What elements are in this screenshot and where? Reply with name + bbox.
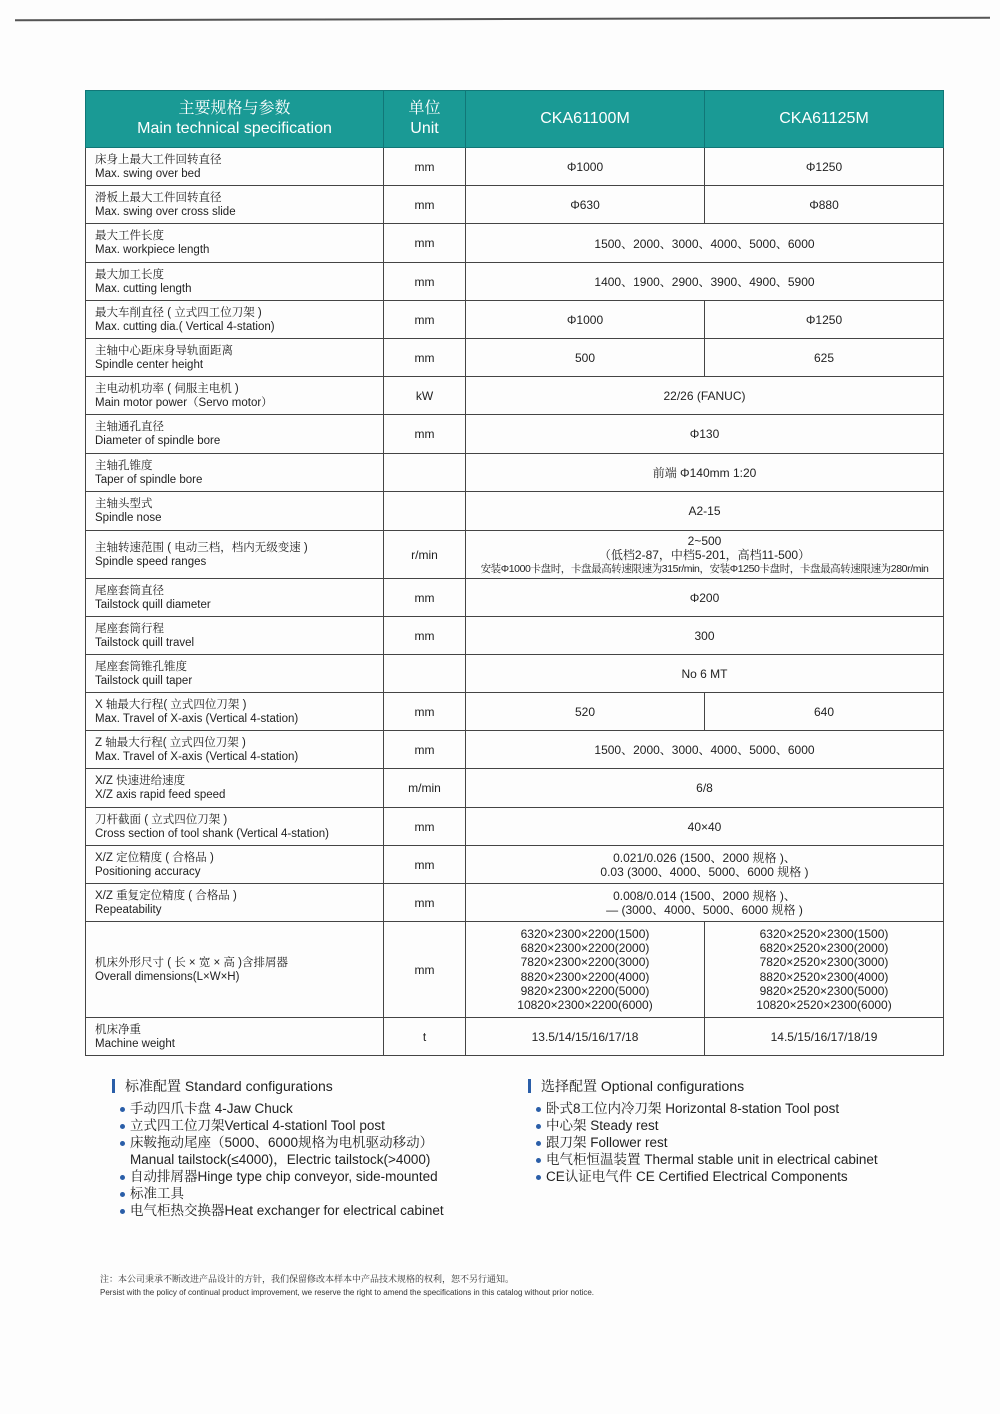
unit-cell: mm <box>384 808 466 846</box>
table-row <box>86 492 944 531</box>
model1-value: Φ1000 <box>466 148 705 186</box>
table-row <box>86 693 944 731</box>
table-row <box>86 339 944 377</box>
model2-value: Φ1250 <box>705 301 944 339</box>
spec-name-cn: 尾座套筒直径 <box>95 584 164 597</box>
shared-value: 1500、2000、3000、4000、5000、6000 <box>466 224 944 263</box>
table-row <box>86 617 944 655</box>
spec-name-cn: 最大车削直径 ( 立式四工位刀架 ) <box>95 306 262 319</box>
spec-name-en: Max. cutting dia.( Vertical 4-station) <box>95 320 275 333</box>
optional-configurations <box>528 1076 878 1185</box>
spec-name-en: Spindle nose <box>95 512 162 524</box>
shared-value <box>466 884 944 922</box>
dimension-line: 9820×2300×2200(5000) <box>520 983 650 998</box>
bullet-icon <box>536 1141 541 1146</box>
table-row <box>86 454 944 492</box>
shared-value: 6/8 <box>466 769 944 808</box>
bullet-icon <box>536 1175 541 1180</box>
config-item <box>112 1151 444 1168</box>
unit-cell: mm <box>384 846 466 884</box>
unit-cell: r/min <box>384 531 466 579</box>
spec-name-en: Diameter of spindle bore <box>95 435 221 447</box>
value-line: 安装Φ1000卡盘时，卡盘最高转速限速为315r/min，安装Φ1250卡盘时，卡盘最高转速限速为280r/min <box>480 562 929 575</box>
unit-cell: mm <box>384 415 466 454</box>
section-bar-icon <box>112 1079 115 1093</box>
shared-value: 1500、2000、3000、4000、5000、6000 <box>466 731 944 769</box>
value-line: 2~500 <box>687 533 722 548</box>
config-item <box>112 1117 444 1134</box>
spec-name-cn: X/Z 重复定位精度 ( 合格品 ) <box>95 889 237 902</box>
shared-value: A2-15 <box>466 492 944 531</box>
value-line: （低档2-87，中档5-201，高档11-500） <box>598 547 811 562</box>
config-item-text: 自动排屑器Hinge type chip conveyor, side-mounted <box>130 1169 438 1184</box>
table-row <box>86 579 944 617</box>
table-row <box>86 884 944 922</box>
spec-name-en: Main motor power（Servo motor） <box>95 396 273 409</box>
spec-table <box>85 90 944 1056</box>
note-en: Persist with the policy of continual product improvement, we reserve the right to amend the specifications in this catalog without prior notice. <box>100 1288 595 1297</box>
spec-name-cn: Z 轴最大行程( 立式四位刀架 ) <box>95 736 246 749</box>
unit-cell: mm <box>384 224 466 263</box>
section-bar-icon <box>528 1079 531 1093</box>
config-item <box>112 1185 444 1202</box>
spec-name-en: Positioning accuracy <box>95 865 201 878</box>
spec-name-cn: 最大工件长度 <box>95 230 164 242</box>
config-item-text: 卧式8工位内冷刀架 Horizontal 8-station Tool post <box>546 1101 840 1116</box>
table-row <box>86 846 944 884</box>
standard-title-cn: 标准配置 <box>125 1078 181 1094</box>
shared-value: Φ200 <box>466 579 944 617</box>
spec-name-en: Max. workpiece length <box>95 244 210 256</box>
table-row <box>86 769 944 808</box>
model1-value: Φ1000 <box>466 301 705 339</box>
model2-header: CKA61125M <box>705 91 944 148</box>
config-item-text: 立式四工位刀架Vertical 4-stationl Tool post <box>130 1118 385 1133</box>
table-header <box>86 91 944 148</box>
bullet-icon <box>120 1141 125 1146</box>
dimension-line: 7820×2300×2200(3000) <box>520 955 650 970</box>
dimension-line: 8820×2300×2200(4000) <box>520 969 650 984</box>
spec-name-en: Spindle speed ranges <box>95 555 207 568</box>
unit-cell: mm <box>384 693 466 731</box>
bullet-icon <box>536 1124 541 1129</box>
spec-name-en: Max. swing over cross slide <box>95 205 236 218</box>
spec-name-en: Tailstock quill diameter <box>95 598 211 611</box>
unit-cell: kW <box>384 377 466 415</box>
model2-value: 640 <box>705 693 944 731</box>
model1-header: CKA61100M <box>466 91 705 148</box>
model1-value: Φ630 <box>466 186 705 224</box>
spec-name-en: X/Z axis rapid feed speed <box>95 789 226 801</box>
model2-value: 14.5/15/16/17/18/19 <box>705 1018 944 1056</box>
config-item-text: 中心架 Steady rest <box>546 1118 659 1133</box>
table-row <box>86 1018 944 1056</box>
table-row <box>86 224 944 263</box>
value-line: 0.03 (3000、4000、5000、6000 规格 ) <box>600 864 809 879</box>
unit-cell: mm <box>384 922 466 1018</box>
unit-cell: mm <box>384 339 466 377</box>
spec-name-cn: 滑板上最大工件回转直径 <box>95 191 222 204</box>
shared-value: 300 <box>466 617 944 655</box>
config-item <box>528 1151 878 1168</box>
shared-value: No 6 MT <box>466 655 944 693</box>
spec-name-cn: 机床外形尺寸 ( 长 × 宽 × 高 )含排屑器 <box>95 956 288 969</box>
spec-name-cn: X 轴最大行程( 立式四位刀架 ) <box>95 698 247 711</box>
table-row <box>86 808 944 846</box>
config-item-text: CE认证电气件 CE Certified Electrical Components <box>546 1169 848 1184</box>
table-row <box>86 301 944 339</box>
model1-value: 13.5/14/15/16/17/18 <box>466 1018 705 1056</box>
spec-name-cn: X/Z 快速进给速度 <box>95 775 186 787</box>
model2-value: Φ880 <box>705 186 944 224</box>
shared-value: 前端 Φ140mm 1:20 <box>466 454 944 492</box>
spec-name-cn: 机床净重 <box>95 1023 141 1036</box>
bullet-icon <box>120 1209 125 1214</box>
spec-name-cn: 床身上最大工件回转直径 <box>95 153 222 166</box>
dimension-line: 10820×2300×2200(6000) <box>517 997 653 1012</box>
spec-name-en: Overall dimensions(L×W×H) <box>95 970 240 983</box>
shared-value <box>466 846 944 884</box>
table-row <box>86 186 944 224</box>
dimension-line: 7820×2520×2300(3000) <box>759 955 889 970</box>
dimension-line: 6320×2520×2300(1500) <box>759 926 889 941</box>
config-item-text: 电气柜热交换器Heat exchanger for electrical cabinet <box>130 1203 444 1218</box>
unit-cell: mm <box>384 579 466 617</box>
unit-cell: m/min <box>384 769 466 808</box>
config-item <box>528 1100 878 1117</box>
value-line: 0.021/0.026 (1500、2000 规格 )、 <box>613 850 796 865</box>
dimension-line: 6820×2520×2300(2000) <box>759 941 889 956</box>
model2-value: 625 <box>705 339 944 377</box>
spec-name-en: Taper of spindle bore <box>95 473 203 486</box>
table-row <box>86 655 944 693</box>
model1-value: 520 <box>466 693 705 731</box>
table-row <box>86 263 944 301</box>
model1-dimensions <box>466 922 705 1018</box>
table-row <box>86 731 944 769</box>
shared-value: 22/26 (FANUC) <box>466 377 944 415</box>
spec-name-cn: 主轴中心距床身导轨面距离 <box>95 344 233 357</box>
bullet-icon <box>536 1158 541 1163</box>
bullet-icon <box>120 1124 125 1129</box>
spec-header-en: Main technical specification <box>137 120 332 137</box>
table-row <box>86 148 944 186</box>
unit-header-cn: 单位 <box>408 100 441 117</box>
config-item <box>528 1117 878 1134</box>
spec-name-cn: 最大加工长度 <box>95 268 164 281</box>
dimension-line: 6820×2300×2200(2000) <box>520 941 650 956</box>
spec-name-cn: 尾座套筒行程 <box>95 622 164 635</box>
config-item-text: Manual tailstock(≤4000)，Electric tailstock(>4000) <box>130 1152 431 1167</box>
value-line: — (3000、4000、5000、6000 规格 ) <box>606 902 803 917</box>
unit-cell: mm <box>384 263 466 301</box>
config-item <box>112 1202 444 1219</box>
config-item <box>112 1100 444 1117</box>
config-item-text: 手动四爪卡盘 4-Jaw Chuck <box>130 1101 293 1116</box>
spec-name-en: Max. Travel of X-axis (Vertical 4-station) <box>95 750 299 763</box>
shared-value: Φ130 <box>466 415 944 454</box>
config-item <box>528 1168 878 1185</box>
disclaimer-note <box>100 1273 594 1299</box>
shared-value <box>466 531 944 579</box>
unit-header-en: Unit <box>410 120 439 137</box>
bullet-icon <box>120 1175 125 1180</box>
config-item-text: 床鞍拖动尾座（5000、6000规格为电机驱动移动） <box>130 1135 434 1150</box>
spec-name-en: Machine weight <box>95 1037 175 1050</box>
spec-name-en: Repeatability <box>95 903 162 916</box>
spec-name-en: Tailstock quill taper <box>95 674 193 687</box>
dimension-line: 8820×2520×2300(4000) <box>759 969 889 984</box>
model1-value: 500 <box>466 339 705 377</box>
spec-name-en: Tailstock quill travel <box>95 636 195 649</box>
unit-cell: t <box>384 1018 466 1056</box>
spec-name-cn: 主轴转速范围 ( 电动三档，档内无级变速 ) <box>95 541 308 554</box>
bullet-icon <box>120 1192 125 1197</box>
config-item-text: 跟刀架 Follower rest <box>546 1135 668 1150</box>
spec-name-en: Max. Travel of X-axis (Vertical 4-station) <box>95 712 299 725</box>
unit-cell: mm <box>384 186 466 224</box>
top-rule <box>15 17 990 22</box>
table-row <box>86 415 944 454</box>
spec-name-cn: 尾座套筒锥孔锥度 <box>95 660 187 673</box>
unit-cell <box>384 492 466 531</box>
value-line: 0.008/0.014 (1500、2000 规格 )、 <box>613 888 796 903</box>
model2-dimensions <box>705 922 944 1018</box>
spec-name-cn: 刀杆截面 ( 立式四位刀架 ) <box>95 813 228 826</box>
bullet-icon <box>536 1107 541 1112</box>
shared-value: 1400、1900、2900、3900、4900、5900 <box>466 263 944 301</box>
unit-cell: mm <box>384 148 466 186</box>
spec-name-cn: 主轴头型式 <box>95 498 153 510</box>
note-cn: 注：本公司秉承不断改进产品设计的方针，我们保留修改本样本中产品技术规格的权利，恕不另行通知。 <box>100 1274 515 1284</box>
unit-cell: mm <box>384 617 466 655</box>
spec-name-en: Max. swing over bed <box>95 167 201 180</box>
dimension-line: 10820×2520×2300(6000) <box>756 997 892 1012</box>
unit-cell: mm <box>384 731 466 769</box>
dimension-line: 9820×2520×2300(5000) <box>759 983 889 998</box>
table-row <box>86 531 944 579</box>
spec-name-cn: 主轴通孔直径 <box>95 421 164 433</box>
spec-name-cn: X/Z 定位精度 ( 合格品 ) <box>95 851 214 864</box>
config-item <box>112 1134 444 1151</box>
standard-configurations <box>112 1076 444 1219</box>
spec-name-en: Max. cutting length <box>95 282 192 295</box>
table-row <box>86 922 944 1018</box>
optional-title-cn: 选择配置 <box>541 1078 597 1094</box>
standard-title-en: Standard configurations <box>184 1078 333 1094</box>
shared-value: 40×40 <box>466 808 944 846</box>
unit-cell: mm <box>384 884 466 922</box>
dimension-line: 6320×2300×2200(1500) <box>520 926 650 941</box>
unit-cell <box>384 655 466 693</box>
table-row <box>86 377 944 415</box>
spec-name-cn: 主轴孔锥度 <box>95 459 153 472</box>
spec-header-cn: 主要规格与参数 <box>178 100 291 117</box>
config-item <box>112 1168 444 1185</box>
config-item <box>528 1134 878 1151</box>
spec-name-en: Spindle center height <box>95 358 204 371</box>
spec-name-cn: 主电动机功率 ( 伺服主电机 ) <box>95 382 239 395</box>
unit-cell: mm <box>384 301 466 339</box>
bullet-icon <box>120 1107 125 1112</box>
optional-title-en: Optional configurations <box>600 1078 745 1094</box>
config-item-text: 标准工具 <box>130 1186 184 1201</box>
config-item-text: 电气柜恒温装置 Thermal stable unit in electrical cabinet <box>546 1152 878 1167</box>
spec-name-en: Cross section of tool shank (Vertical 4-station) <box>95 827 329 840</box>
model2-value: Φ1250 <box>705 148 944 186</box>
unit-cell <box>384 454 466 492</box>
